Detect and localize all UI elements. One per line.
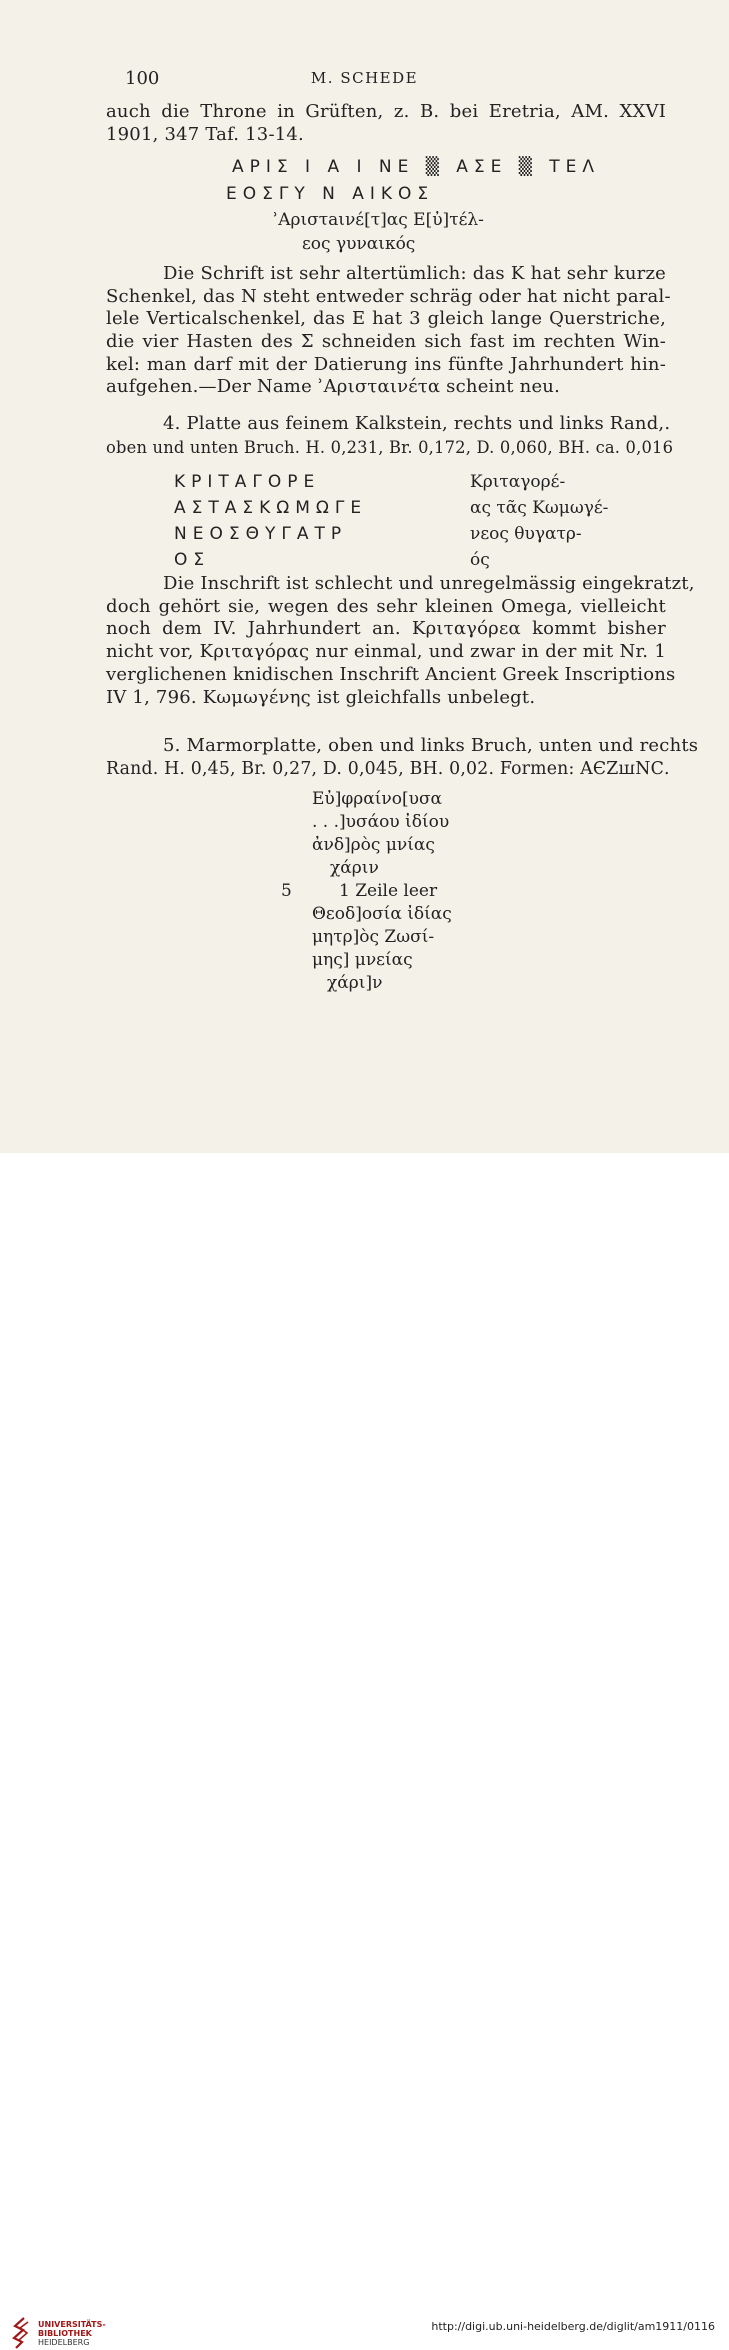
body-line: Die Schrift ist sehr altertümlich: das K hat sehr kurze (163, 263, 666, 284)
inscription-capitals: ΟΣ (174, 550, 211, 570)
page-number: 100 (125, 68, 160, 89)
inscription-line: Θεοδ]οσία ἰδίας (312, 904, 452, 924)
library-logo-text: UNIVERSITÄTS- BIBLIOTHEK HEIDELBERG (38, 2320, 106, 2347)
inscription-transcription: ας τᾶς Κωμωγέ- (470, 498, 609, 518)
inscription-capitals: ΝΕΟΣΘΥΓΑΤΡ (174, 524, 348, 544)
inscription-line: ἀνδ]ρὸς μνίας (312, 835, 435, 855)
section-4-measures: oben und unten Bruch. H. 0,231, Br. 0,172, D. 0,060, BH. ca. 0,016 (106, 438, 674, 457)
body-line: aufgehen.—Der Name ʾΑρισταινέτα scheint neu. (106, 376, 561, 397)
inscription-capitals: ΚΡΙΤΑΓΟΡΕ (174, 472, 321, 492)
body-line: nicht vor, Κριταγόρας nur einmal, und zwar in der mit Nr. 1 (106, 641, 666, 662)
inscription-transcription: Κριταγορέ- (470, 472, 566, 492)
body-line: lele Verticalschenkel, das E hat 3 gleich lange Querstriche, (106, 308, 666, 329)
body-line: doch gehört sie, wegen des sehr kleinen Omega, vielleicht (106, 596, 666, 617)
viewer-footer (0, 1153, 729, 2347)
body-line: kel: man darf mit der Datierung ins fünfte Jahrhundert hin- (106, 354, 666, 375)
body-line: IV 1, 796. Κωμωγένης ist gleichfalls unbelegt. (106, 687, 536, 708)
body-line: verglichenen knidischen Inschrift Ancient Greek Inscriptions (106, 664, 676, 685)
inscription-line: χάριν (330, 858, 379, 878)
inscription-line: μης] μνείας (312, 950, 413, 970)
line-number: 5 (281, 881, 292, 901)
book-page (0, 0, 729, 1153)
section-4-heading: 4. Platte aus feinem Kalkstein, rechts und links Rand,. (163, 413, 671, 434)
section-5-measures: Rand. H. 0,45, Br. 0,27, D. 0,045, BH. 0,02. Formen: ΑЄΖꟺΝϹ. (106, 759, 670, 779)
source-url-link[interactable]: http://digi.ub.uni-heidelberg.de/diglit/am1911/0116 (431, 2320, 715, 2333)
inscription-capitals: ΑΡΙΣ Ι Α Ι ΝΕ ▒ ΑΣΕ ▒ ΤΕΛ (232, 157, 600, 177)
running-title: M. SCHEDE (310, 69, 419, 87)
body-line: noch dem IV. Jahrhundert an. Κριταγόρεα kommt bisher (106, 618, 666, 639)
inscription-line: . . .]υσάου ἰδίου (312, 812, 450, 832)
inscription-line: μητρ]ὸς Ζωσί- (312, 927, 435, 947)
inscription-capitals: ΑΣΤΑΣΚΩΜΩΓΕ (174, 498, 368, 518)
inscription-transcription: ʾΑριστaινέ[τ]ας Ε[ὐ]τέλ- (273, 210, 484, 230)
inscription-transcription: εος γυναικός (302, 234, 416, 254)
inscription-line: 1 Zeile leer (339, 881, 438, 901)
inscription-transcription: ός (470, 550, 490, 570)
intro-line: 1901, 347 Taf. 13-14. (106, 124, 304, 145)
body-line: Die Inschrift ist schlecht und unregelmässig eingekratzt, (163, 573, 695, 594)
inscription-line: χάρι]ν (327, 973, 383, 993)
body-line: die vier Hasten des Σ schneiden sich fast im rechten Win- (106, 331, 666, 352)
inscription-transcription: νεος θυγατρ- (470, 524, 582, 544)
inscription-capitals: ΕΟΣΓΥ Ν ΑΙΚΟΣ (226, 184, 435, 204)
library-logo-icon (10, 2316, 30, 2350)
inscription-line: Εὐ]φραίνο[υσα (312, 789, 443, 809)
intro-line: auch die Throne in Grüften, z. B. bei Eretria, AM. XXVI (106, 101, 666, 122)
section-5-heading: 5. Marmorplatte, oben und links Bruch, unten und rechts (163, 735, 699, 756)
body-line: Schenkel, das N steht entweder schräg oder hat nicht paral- (106, 286, 671, 307)
